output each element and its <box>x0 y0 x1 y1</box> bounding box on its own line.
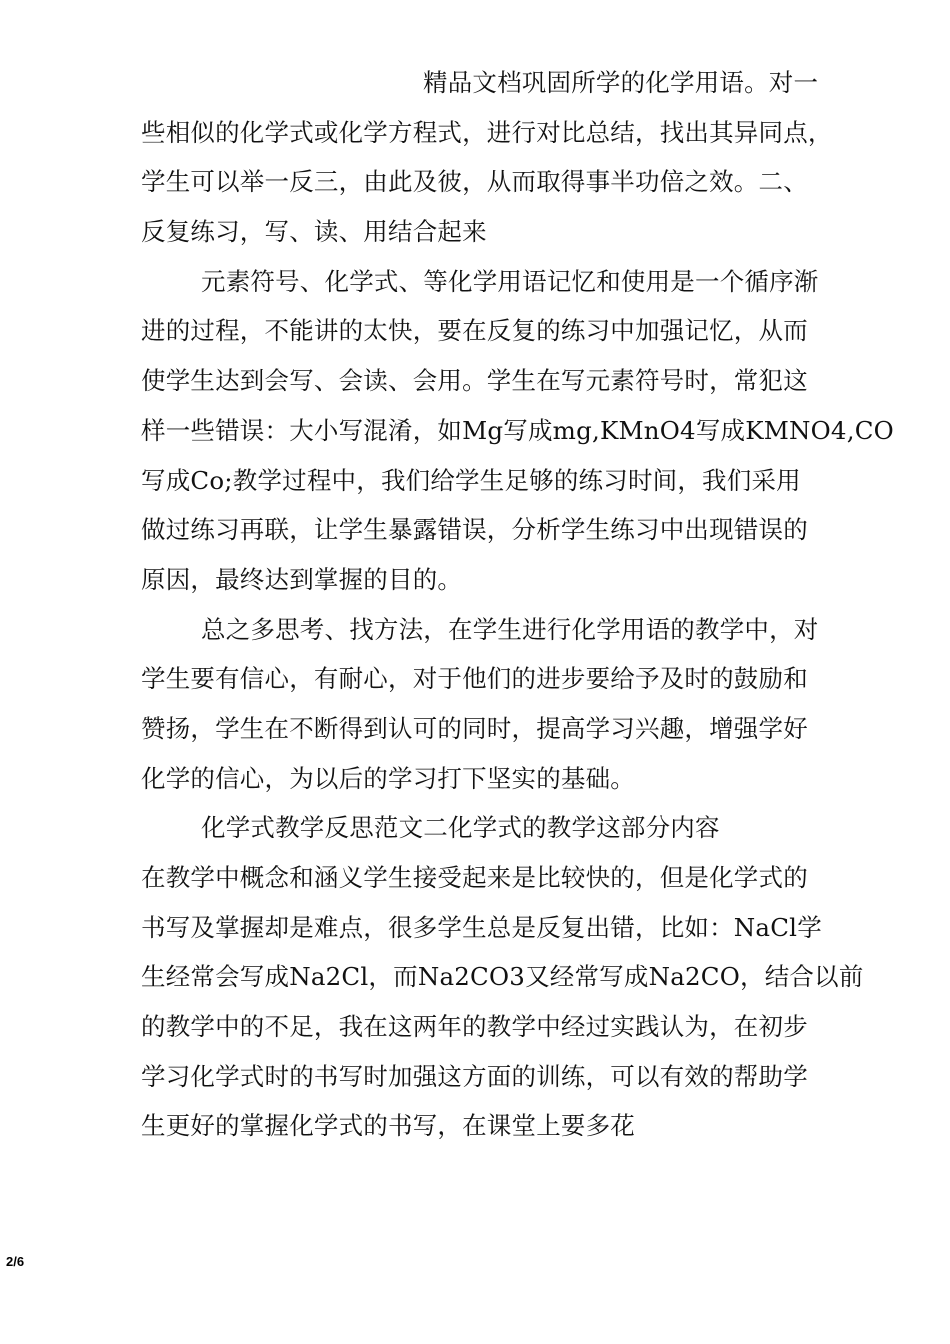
text-line: 精品文档巩固所学的化学用语。对一 <box>423 68 819 97</box>
text-line: 反复练习，写、读、用结合起来 <box>141 217 487 247</box>
text-line: 原因，最终达到掌握的目的。 <box>141 564 463 594</box>
text-line: 学生可以举一反三，由此及彼，从而取得事半功倍之效。二、 <box>141 167 808 197</box>
text-line: 的教学中的不足，我在这两年的教学中经过实践认为，在初步 <box>141 1012 808 1042</box>
text-line: 化学的信心，为以后的学习打下坚实的基础。 <box>141 763 635 793</box>
text-line: 进的过程，不能讲的太快，要在反复的练习中加强记忆，从而 <box>141 316 808 346</box>
text-line: 元素符号、化学式、等化学用语记忆和使用是一个循序渐 <box>201 266 819 296</box>
text-line: 总之多思考、找方法，在学生进行化学用语的教学中，对 <box>201 614 819 644</box>
text-line: 生经常会写成Na2Cl，而Na2CO3又经常写成Na2CO，结合以前 <box>141 962 864 992</box>
text-line: 生更好的掌握化学式的书写，在课堂上要多花 <box>141 1111 635 1141</box>
text-line: 在教学中概念和涵义学生接受起来是比较快的，但是化学式的 <box>141 863 808 892</box>
text-line: 写成Co;教学过程中，我们给学生足够的练习时间，我们采用 <box>141 465 801 495</box>
text-line: 书写及掌握却是难点，很多学生总是反复出错，比如：NaCl学 <box>141 912 822 942</box>
text-line: 使学生达到会写、会读、会用。学生在写元素符号时，常犯这 <box>141 366 808 396</box>
text-line: 些相似的化学式或化学方程式，进行对比总结，找出其异同点， <box>141 117 833 147</box>
text-line: 样一些错误：大小写混淆，如Mg写成mg,KMnO4写成KMNO4,CO <box>141 415 894 445</box>
text-line: 做过练习再联，让学生暴露错误，分析学生练习中出现错误的 <box>141 515 808 545</box>
text-line: 化学式教学反思范文二化学式的教学这部分内容 <box>201 813 720 843</box>
page-number: 2/6 <box>6 1254 25 1269</box>
text-line: 赞扬，学生在不断得到认可的同时，提高学习兴趣，增强学好 <box>141 713 808 743</box>
text-line: 学生要有信心，有耐心，对于他们的进步要给予及时的鼓励和 <box>141 664 808 694</box>
body-text <box>141 58 894 1151</box>
text-line: 学习化学式时的书写时加强这方面的训练，可以有效的帮助学 <box>141 1061 808 1091</box>
